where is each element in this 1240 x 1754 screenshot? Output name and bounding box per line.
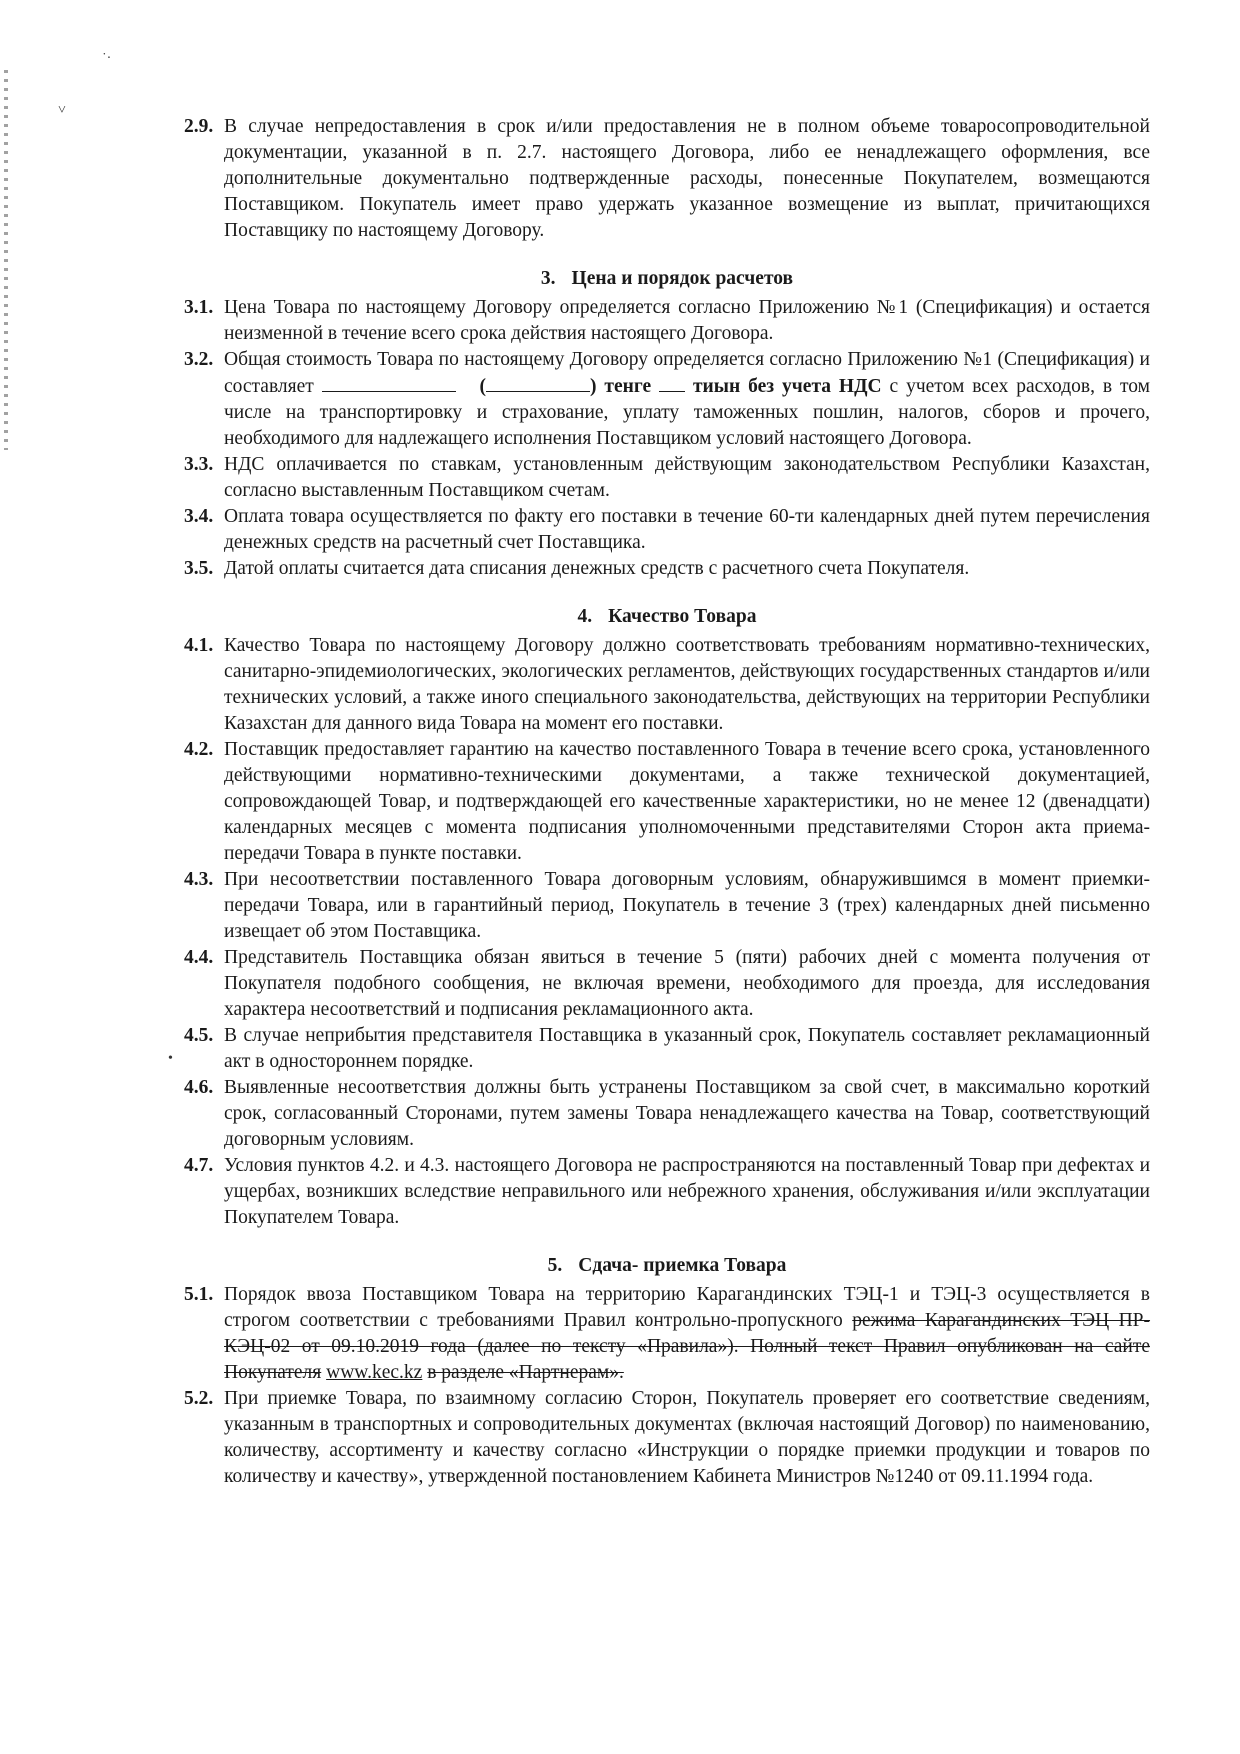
section-number: 5. (547, 1255, 563, 1276)
clause-number: 3.2. (184, 349, 214, 370)
clause-text: Цена Товара по настоящему Договору определяется согласно Приложению №1 (Спецификация) и остается неизменной в течение всего срока действия настоящего Договора. (224, 297, 1150, 344)
clause-text: Представитель Поставщика обязан явиться в течение 5 (пяти) рабочих дней с момента получения от Покупателя подобного сообщения, не включая времени, необходимого для проезда, для исследования характера несоответствий и подписания рекламационного акта. (224, 947, 1150, 1020)
clause-text: Поставщик предоставляет гарантию на качество поставленного Товара в течение всего срока, установленного действующими нормативно-техническими документами, а также технической документацией, сопровождающей Товар, и подтверждающей его качественные характеристики, но не менее 12 (двенадцати) календарных месяцев с момента подписания уполномоченными представителями Сторон акта приема-передачи Товара в пункте поставки. (224, 739, 1150, 864)
vat-label: тиын без учета НДС (692, 376, 882, 397)
section-title: Сдача- приемка Товара (578, 1255, 787, 1276)
clause-4-1 (184, 633, 1150, 737)
clause-number: 4.2. (184, 739, 214, 760)
clause-5-2 (184, 1386, 1150, 1490)
scan-edge-artifact (4, 70, 8, 450)
clause-text: При приемке Товара, по взаимному согласию Сторон, Покупатель проверяет его соответствие сведениям, указанным в транспортных и сопроводительных документах (включая настоящий Договор) по наименованию, количеству, ассортименту и качеству согласно «Инструкции о порядке приемки продукции и товаров по количеству и качеству», утвержденной постановлением Кабинета Министров №1240 от 09.11.1994 года. (224, 1388, 1150, 1487)
section-title: Качество Товара (608, 606, 757, 627)
clause-3-1 (184, 295, 1150, 347)
section-number: 3. (540, 268, 556, 289)
clause-4-7 (184, 1153, 1150, 1231)
struck-through-text: режима Карагандинских ТЭЦ ПР-КЭЦ-02 от 09.10.2019 года (далее по тексту «Правила»). Полный текст Правил опубликован на сайте Покупателя (224, 1310, 1151, 1383)
clause-number: 4.7. (184, 1155, 214, 1176)
clause-number: 4.4. (184, 947, 214, 968)
section-title: Цена и порядок расчетов (571, 268, 794, 289)
clause-number: 4.6. (184, 1077, 214, 1098)
clause-number: 3.4. (184, 506, 214, 527)
clause-text-part: с учетом всех расходов, в том числе на транспортировку и страхование, уплату таможенных пошлин, налогов, сборов и прочего, необходимого для надлежащего исполнения Поставщиком условий настоящего Договора. (224, 376, 1151, 449)
clause-4-4 (184, 945, 1150, 1023)
clause-text: НДС оплачивается по ставкам, установленным действующим законодательством Республики Казахстан, согласно выставленным Поставщиком счетам. (224, 454, 1150, 501)
struck-through-text-end: в разделе «Партнерам». (427, 1362, 624, 1383)
clause-4-3 (184, 867, 1150, 945)
clause-text: Датой оплаты считается дата списания денежных средств с расчетного счета Покупателя. (224, 558, 970, 579)
clause-text-part: Порядок ввоза Поставщиком Товара на территорию Карагандинских ТЭЦ-1 и ТЭЦ-3 осуществляется в строгом соответствии с требованиями Правил контрольно-пропускного (224, 1284, 1150, 1331)
paren-open: ( (479, 376, 486, 397)
clause-3-2 (184, 347, 1150, 452)
section-heading-3 (184, 266, 1150, 292)
clause-number: 2.9. (184, 116, 214, 137)
website-link[interactable]: www.kec.kz (326, 1362, 423, 1383)
section-heading-5 (184, 1253, 1150, 1279)
clause-text: Качество Товара по настоящему Договору должно соответствовать требованиям нормативно-технических, санитарно-эпидемиологических, экологических регламентов, действующих государственных стандартов и/или технических условий, а также иного специального законодательства, действующих на территории Республики Казахстан для данного вида Товара на момент его поставки. (224, 635, 1150, 734)
clause-text: В случае непредоставления в срок и/или предоставления не в полном объеме товаросопроводительной документации, указанной в п. 2.7. настоящего Договора, либо ее ненадлежащего оформления, все дополнительные документально подтвержденные расходы, понесенные Покупателем, возмещаются Поставщиком. Покупатель имеет право удержать указанное возмещение из выплат, причитающихся Поставщику по настоящему Договору. (224, 116, 1150, 241)
clause-number: 3.1. (184, 297, 214, 318)
clause-2-9 (184, 114, 1150, 244)
document-body (184, 114, 1150, 1490)
clause-number: 4.5. (184, 1025, 214, 1046)
clause-4-5 (184, 1023, 1150, 1075)
clause-number: 5.1. (184, 1284, 214, 1305)
clause-number: 5.2. (184, 1388, 214, 1409)
clause-text: Условия пунктов 4.2. и 4.3. настоящего Договора не распространяются на поставленный Товар при дефектах и ущербах, возникших вследствие неправильного или небрежного хранения, обслуживания и/или эксплуатации Покупателем Товара. (224, 1155, 1150, 1228)
currency-label: ) тенге (589, 376, 652, 397)
clause-number: 3.3. (184, 454, 214, 475)
clause-text-part: Общая стоимость Товара по настоящему Договору определяется согласно Приложению №1 (Спецификация) и составляет (224, 349, 1150, 397)
amount-blank (322, 373, 456, 392)
clause-text: Выявленные несоответствия должны быть устранены Поставщиком за свой счет, в максимально короткий срок, согласованный Сторонами, путем замены Товара ненадлежащего качества на Товар, соответствующий договорным условиям. (224, 1077, 1150, 1150)
amount-words-blank (486, 373, 590, 392)
tiyn-blank (659, 373, 685, 392)
clause-3-4 (184, 504, 1150, 556)
clause-text (224, 347, 1150, 452)
clause-3-3 (184, 452, 1150, 504)
clause-4-6 (184, 1075, 1150, 1153)
scan-speck: ˙· (102, 51, 112, 66)
clause-text: В случае неприбытия представителя Поставщика в указанный срок, Покупатель составляет рекламационный акт в одностороннем порядке. (224, 1025, 1150, 1072)
clause-5-1 (184, 1282, 1150, 1386)
clause-3-5 (184, 556, 1150, 582)
clause-text: При несоответствии поставленного Товара договорным условиям, обнаружившимся в момент приемки-передачи Товара, или в гарантийный период, Покупатель в течение 3 (трех) календарных дней письменно извещает об этом Поставщика. (224, 869, 1150, 942)
clause-number: 3.5. (184, 558, 214, 579)
clause-text (224, 1282, 1150, 1386)
clause-number: 4.1. (184, 635, 214, 656)
clause-text: Оплата товара осуществляется по факту его поставки в течение 60-ти календарных дней путем перечисления денежных средств на расчетный счет Поставщика. (224, 506, 1150, 553)
section-number: 4. (577, 606, 593, 627)
section-heading-4 (184, 604, 1150, 630)
scan-speck: ˅ (58, 103, 66, 118)
clause-number: 4.3. (184, 869, 214, 890)
clause-4-2 (184, 737, 1150, 867)
scan-speck: • (168, 1051, 173, 1066)
